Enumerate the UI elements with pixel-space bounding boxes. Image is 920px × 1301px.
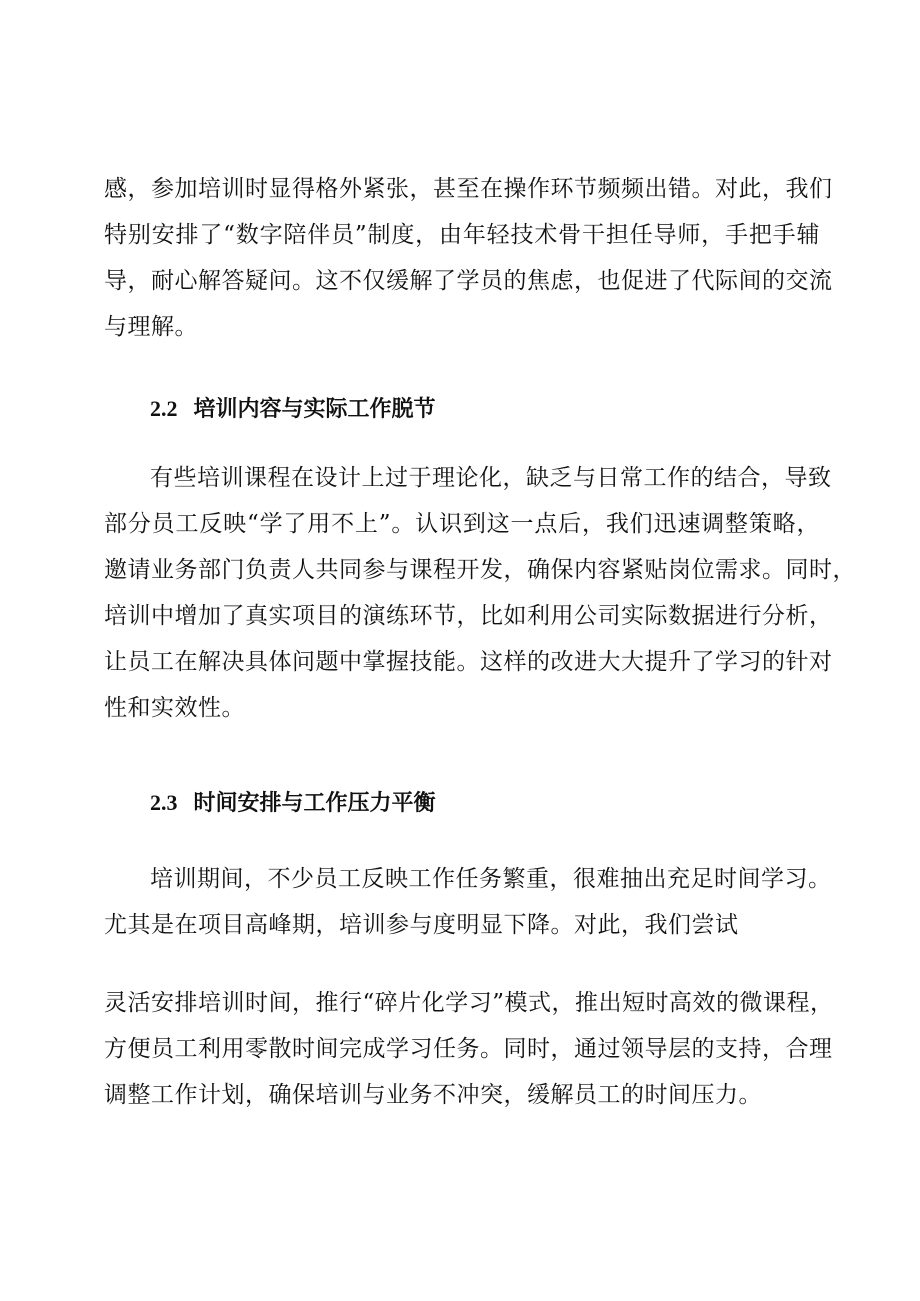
paragraph-content-mismatch <box>104 455 856 731</box>
paragraph-line: 与理解。 <box>104 314 198 340</box>
paragraph-line: 培训中增加了真实项目的演练环节，比如利用公司实际数据进行分析， <box>104 603 833 629</box>
paragraph-line: 部分员工反映“学了用不上”。认识到这一点后，我们迅速调整策略， <box>104 511 820 537</box>
paragraph-line: 有些培训课程在设计上过于理论化，缺乏与日常工作的结合，导致 <box>150 465 832 491</box>
section-heading-2-3 <box>150 788 436 819</box>
section-title: 时间安排与工作压力平衡 <box>193 791 436 816</box>
paragraph-line: 培训期间，不少员工反映工作任务繁重，很难抽出充足时间学习。 <box>150 866 832 892</box>
section-number: 2.3 <box>150 790 178 815</box>
paragraph-line: 让员工在解决具体问题中掌握技能。这样的改进大大提升了学习的针对 <box>104 649 833 675</box>
paragraph-line: 感，参加培训时显得格外紧张，甚至在操作环节频频出错。对此，我们 <box>104 176 833 202</box>
paragraph-line: 尤其是在项目高峰期，培训参与度明显下降。对此，我们尝试 <box>104 912 739 938</box>
paragraph-line: 灵活安排培训时间，推行“碎片化学习”模式，推出短时高效的微课程， <box>104 990 834 1016</box>
section-heading-2-2 <box>150 394 436 425</box>
paragraph-line: 邀请业务部门负责人共同参与课程开发，确保内容紧贴岗位需求。同时， <box>104 557 856 583</box>
paragraph-digital-companion <box>104 166 833 350</box>
paragraph-time-pressure <box>104 856 832 948</box>
section-title: 培训内容与实际工作脱节 <box>193 397 436 422</box>
paragraph-line: 方便员工利用零散时间完成学习任务。同时，通过领导层的支持，合理 <box>104 1036 833 1062</box>
paragraph-line: 调整工作计划，确保培训与业务不冲突，缓解员工的时间压力。 <box>104 1082 762 1108</box>
section-number: 2.2 <box>150 396 178 421</box>
paragraph-line: 导，耐心解答疑问。这不仅缓解了学员的焦虑，也促进了代际间的交流 <box>104 268 833 294</box>
paragraph-flexible-scheduling <box>104 980 834 1118</box>
paragraph-line: 性和实效性。 <box>104 695 245 721</box>
paragraph-line: 特别安排了“数字陪伴员”制度，由年轻技术骨干担任导师，手把手辅 <box>104 222 820 248</box>
